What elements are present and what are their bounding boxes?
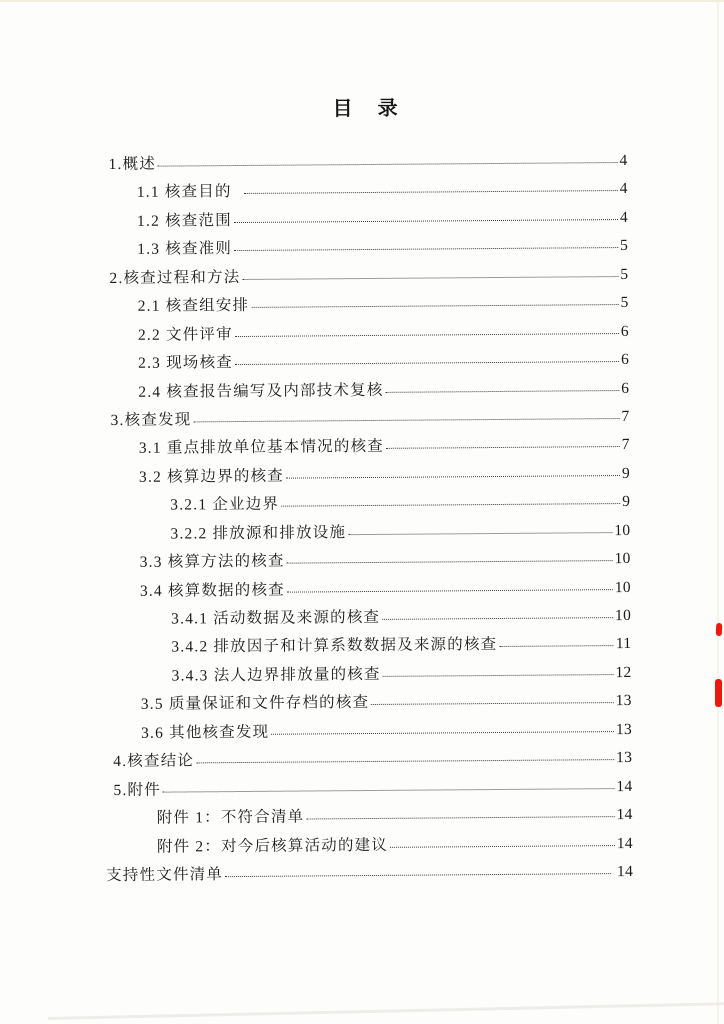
dot-leader xyxy=(286,475,620,479)
toc-entry-label: 2.3 现场核查 xyxy=(138,354,234,372)
dot-leader xyxy=(348,532,612,535)
toc-entry-page-number: 7 xyxy=(621,407,630,425)
toc-entry-page-number: 11 xyxy=(615,635,632,653)
toc-entry xyxy=(157,830,633,862)
toc-entry-label: 3.2.2 排放源和排放设施 xyxy=(170,523,347,543)
toc-entry xyxy=(113,745,632,778)
dot-leader xyxy=(251,304,618,308)
dot-leader xyxy=(234,247,618,251)
toc-entry xyxy=(140,546,631,578)
toc-entry xyxy=(108,148,627,181)
toc-entry-page-number: 4 xyxy=(619,208,629,226)
dot-leader xyxy=(271,731,614,735)
dot-leader xyxy=(390,845,615,848)
dot-leader xyxy=(242,276,618,280)
toc-entry-page-number: 13 xyxy=(616,749,633,767)
toc-entry xyxy=(140,575,631,607)
toc-entry xyxy=(137,233,628,265)
toc-entry-label: 3.2.1 企业边界 xyxy=(170,495,280,514)
dot-leader xyxy=(499,646,613,648)
toc-entry-page-number: 14 xyxy=(616,777,633,795)
toc-entry xyxy=(139,461,630,493)
toc-entry-label: 2.2 文件评审 xyxy=(137,325,233,344)
toc-list xyxy=(108,148,633,891)
toc-entry-label: 4.核查结论 xyxy=(113,752,195,771)
dot-leader xyxy=(235,361,619,365)
toc-entry-page-number: 10 xyxy=(614,578,631,596)
dot-leader xyxy=(382,617,613,620)
toc-entry-page-number: 5 xyxy=(620,237,629,255)
toc-entry xyxy=(106,859,633,892)
toc-entry xyxy=(138,319,629,351)
toc-entry-page-number: 7 xyxy=(621,436,630,454)
dot-leader xyxy=(234,219,618,223)
toc-entry-page-number: 12 xyxy=(615,663,632,681)
toc-entry-page-number: 9 xyxy=(621,464,631,482)
dot-leader xyxy=(244,190,618,194)
toc-entry-label: 3.2 核算边界的核查 xyxy=(138,467,285,486)
toc-entry xyxy=(137,176,628,208)
toc-entry-page-number: 10 xyxy=(614,606,632,625)
page-title: 目 录 xyxy=(332,97,403,121)
toc-entry-label: 3.4.1 活动数据及来源的核查 xyxy=(171,608,381,628)
toc-entry xyxy=(113,774,632,807)
toc-entry-label: 支持性文件清单 xyxy=(106,866,224,885)
toc-entry-page-number: 6 xyxy=(620,351,630,369)
scan-shadow-bottom-edge xyxy=(48,1001,724,1020)
toc-entry-label: 附件 1：不符合清单 xyxy=(156,808,305,827)
dot-leader xyxy=(158,162,617,167)
toc-entry xyxy=(171,603,631,635)
toc-entry xyxy=(137,205,628,237)
toc-entry-label: 3.核查发现 xyxy=(110,411,192,429)
dot-leader xyxy=(386,446,620,449)
toc-entry-page-number: 10 xyxy=(614,550,631,568)
red-ink-mark xyxy=(716,623,722,636)
toc-content xyxy=(108,90,633,891)
toc-entry-page-number: 9 xyxy=(622,493,631,511)
dot-leader xyxy=(287,560,613,564)
toc-entry-page-number: 13 xyxy=(615,692,632,710)
toc-entry-page-number: 10 xyxy=(614,521,631,539)
dot-leader xyxy=(193,418,619,422)
toc-entry-page-number: 5 xyxy=(620,265,629,283)
toc-entry-label: 附件 2：对今后核算活动的建议 xyxy=(156,836,389,856)
toc-entry-label: 2.核查过程和方法 xyxy=(109,268,241,287)
dot-leader xyxy=(287,589,613,593)
toc-entry-label: 1.概述 xyxy=(108,155,157,174)
dot-leader xyxy=(306,816,614,819)
toc-entry xyxy=(138,347,629,379)
toc-entry-label: 1.2 核查范围 xyxy=(136,211,232,230)
toc-entry xyxy=(171,660,631,692)
toc-entry xyxy=(109,262,628,295)
toc-entry xyxy=(157,802,633,834)
toc-entry-label: 3.1 重点排放单位基本情况的核查 xyxy=(138,438,385,458)
dot-leader xyxy=(386,390,620,393)
dot-leader xyxy=(163,788,614,793)
toc-entry-label: 5.附件 xyxy=(113,781,161,799)
toc-entry-page-number: 14 xyxy=(616,834,633,852)
toc-entry-label: 2.4 核查报告编写及内部技术复核 xyxy=(138,381,384,401)
toc-entry-page-number: 4 xyxy=(619,180,628,198)
toc-entry-page-number: 13 xyxy=(615,720,633,738)
toc-entry xyxy=(171,631,631,663)
dot-leader xyxy=(383,674,614,677)
toc-entry-label: 3.4 核算数据的核查 xyxy=(139,581,285,600)
toc-entry-label: 3.3 核算方法的核查 xyxy=(139,552,285,571)
toc-entry-label: 1.1 核查目的 xyxy=(136,183,242,202)
toc-entry-label: 3.6 其他核查发现 xyxy=(140,723,270,742)
dot-leader xyxy=(225,873,611,877)
paper-right-edge xyxy=(717,0,719,1024)
toc-entry-page-number: 6 xyxy=(620,322,629,340)
toc-entry xyxy=(170,518,630,550)
toc-entry-label: 3.5 质量保证和文件存档的核查 xyxy=(140,694,370,714)
dot-leader xyxy=(371,702,613,705)
toc-entry xyxy=(141,688,632,720)
toc-entry xyxy=(139,432,630,464)
toc-entry xyxy=(110,404,629,437)
dot-leader xyxy=(196,759,614,763)
toc-entry-page-number: 4 xyxy=(619,151,628,170)
red-ink-mark xyxy=(715,679,722,707)
toc-entry-page-number: 6 xyxy=(621,379,630,397)
toc-entry-page-number: 5 xyxy=(620,294,629,312)
toc-entry xyxy=(138,375,629,407)
toc-entry-page-number: 14 xyxy=(616,862,634,881)
toc-entry-label: 1.3 核查准则 xyxy=(137,240,233,259)
toc-entry xyxy=(141,717,632,749)
paper-top-edge xyxy=(0,0,724,2)
toc-entry-label: 3.4.2 排放因子和计算系数数据及来源的核查 xyxy=(171,636,498,656)
toc-entry xyxy=(138,290,629,322)
toc-entry-label: 2.1 核查组安排 xyxy=(137,297,250,315)
toc-entry-page-number: 14 xyxy=(616,806,633,824)
toc-entry-label: 3.4.3 法人边界排放量的核查 xyxy=(171,665,381,685)
dot-leader xyxy=(235,333,619,337)
toc-entry xyxy=(170,489,630,521)
dot-leader xyxy=(281,503,620,507)
